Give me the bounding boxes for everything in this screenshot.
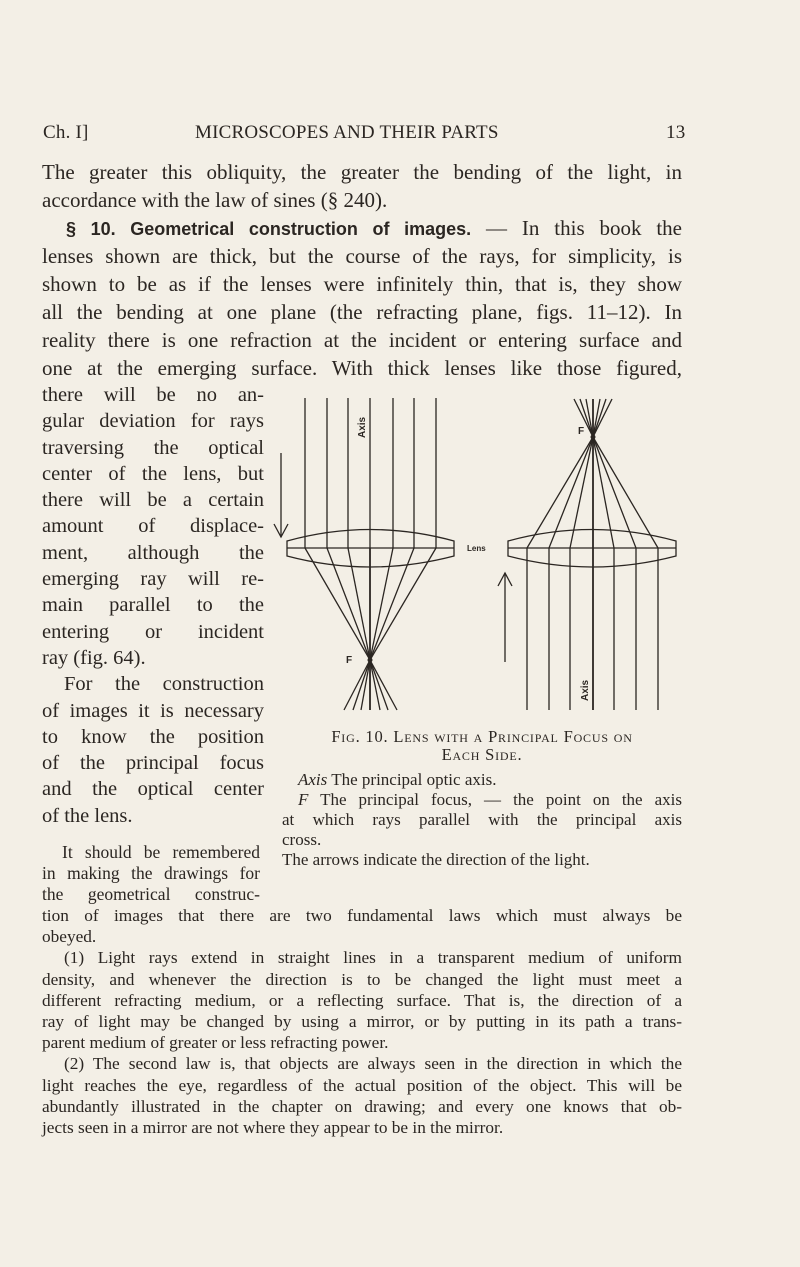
- legend-term: F: [298, 790, 309, 809]
- body-line: different refracting medium, or a reflecting surface. That is, the direction of a: [42, 990, 682, 1010]
- side-line: of the principal focus: [42, 752, 264, 775]
- side-line: gular deviation for rays: [42, 410, 264, 433]
- legend-arrows-note: The arrows indicate the direction of the light.: [282, 850, 590, 869]
- side-line: of images it is necessary: [42, 699, 264, 722]
- legend-term: Axis: [298, 770, 328, 789]
- side-line: to know the position: [42, 725, 264, 748]
- body-line: all the bending at one plane (the refracting plane, figs. 11–12). In: [42, 300, 682, 324]
- body-line: one at the emerging surface. With thick lenses like those figured,: [42, 356, 682, 380]
- right-incoming-rays: [527, 548, 658, 710]
- caption-line: Each Side.: [441, 745, 523, 764]
- legend-line: cross.: [282, 830, 322, 849]
- arrow-up-icon: [498, 573, 512, 662]
- side-line: main parallel to the: [42, 594, 264, 617]
- side-line: It should be remembered: [62, 842, 260, 862]
- body-line: parent medium of greater or less refracting power.: [42, 1033, 389, 1053]
- body-line: density, and whenever the direction is to be changed the light must meet a: [42, 969, 682, 989]
- legend-line: at which rays parallel with the principal axis: [282, 810, 682, 829]
- bottom-text: [42, 905, 682, 1138]
- side-line: entering or incident: [42, 620, 264, 643]
- side-line: traversing the optical: [42, 436, 264, 459]
- legend-f: F The principal focus, — the point on the axis: [298, 790, 682, 809]
- body-line: shown to be as if the lenses were infinitely thin, that is, they show: [42, 272, 682, 296]
- side-line: ray (fig. 64).: [42, 646, 146, 669]
- side-line: there will be no an-: [42, 384, 264, 406]
- left-refracted-rays: [305, 548, 436, 710]
- body-line: reality there is one refraction at the incident or entering surface and: [42, 328, 682, 352]
- legend-axis: Axis The principal optic axis.: [298, 770, 497, 789]
- side-line: and the optical center: [42, 778, 264, 801]
- left-focus-point: [368, 658, 373, 663]
- body-line: abundantly illustrated in the chapter on drawing; and every one knows that ob-: [42, 1096, 682, 1116]
- right-focus-point: [591, 435, 596, 440]
- side-line: For the construction: [64, 673, 264, 696]
- arrow-down-icon: [274, 453, 288, 537]
- figure-legend: [282, 770, 682, 870]
- lens-label: Lens: [467, 544, 486, 553]
- body-line: (2) The second law is, that objects are always seen in the direction in which the: [64, 1054, 682, 1074]
- right-refracted-rays: [527, 399, 658, 548]
- body-line: jects seen in a mirror are not where they appear to be in the mirror.: [42, 1118, 504, 1138]
- side-line: ment, although the: [42, 541, 264, 564]
- side-line: center of the lens, but: [42, 462, 264, 485]
- figure-caption: [282, 728, 682, 764]
- body-line: accordance with the law of sines (§ 240).: [42, 188, 388, 212]
- body-line: obeyed.: [42, 927, 97, 947]
- caption-line: Fig. 10. Lens with a Principal Focus on: [331, 727, 633, 746]
- side-line: in making the drawings for: [42, 863, 260, 884]
- chapter-label: Ch. I]: [43, 122, 89, 143]
- right-axis-label: Axis: [580, 679, 591, 701]
- left-axis-label: Axis: [357, 416, 368, 438]
- running-title: MICROSCOPES AND THEIR PARTS: [195, 122, 499, 143]
- left-focus-label: F: [346, 655, 353, 666]
- side-line: there will be a certain: [42, 489, 264, 512]
- body-line: The greater this obliquity, the greater the bending of the light, in: [42, 160, 682, 184]
- page-number: 13: [666, 122, 686, 143]
- left-incoming-rays: [305, 398, 436, 548]
- side-line: emerging ray will re-: [42, 568, 264, 591]
- right-focus-label: F: [578, 426, 585, 437]
- section-heading: § 10. Geometrical construction of images.: [66, 219, 472, 239]
- side-line: the geometrical construc-: [42, 884, 260, 905]
- body-line: light reaches the eye, regardless of the actual position of the object. This will be: [42, 1075, 682, 1095]
- side-line: of the lens.: [42, 804, 133, 827]
- body-line: (1) Light rays extend in straight lines in a transparent medium of uniform: [64, 948, 682, 968]
- side-line: amount of displace-: [42, 515, 264, 538]
- section-lead: — In this book the: [471, 216, 682, 240]
- body-line: ray of light may be changed by using a mirror, or by putting in its path a trans-: [42, 1012, 682, 1032]
- body-line: tion of images that there are two fundamental laws which must always be: [42, 906, 682, 925]
- body-line: lenses shown are thick, but the course of the rays, for simplicity, is: [42, 244, 682, 268]
